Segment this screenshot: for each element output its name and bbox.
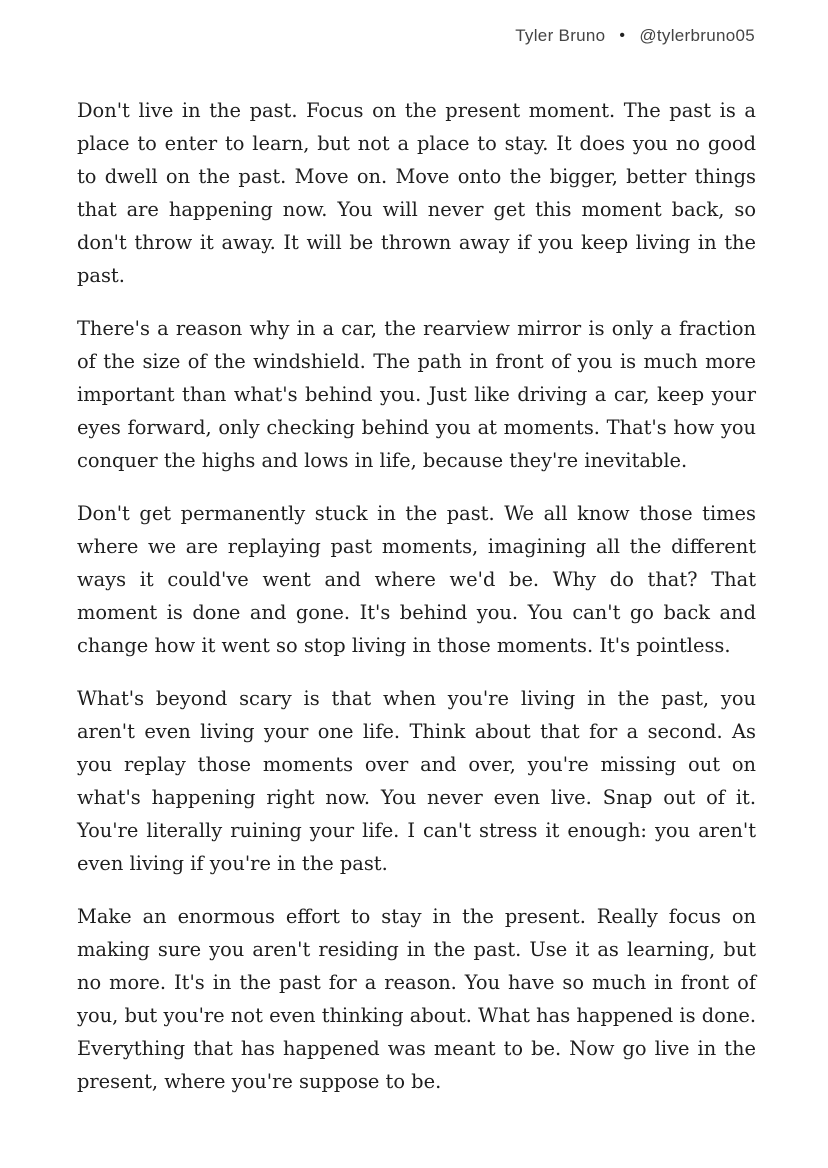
article-body: [77, 94, 756, 1118]
paragraph-3: Don't get permanently stuck in the past. We all know those times where we are replaying past moments, imagining all the different ways it could've went and where we'd be. Why do that? That moment is done and gone. It's behind you. You can't go back and change how it went so stop living in those moments. It's pointless.: [77, 502, 756, 657]
paragraph-5: Make an enormous effort to stay in the present. Really focus on making sure you aren't residing in the past. Use it as learning, but no more. It's in the past for a reason. You have so much in front of you, but you're not even thinking about. What has happened is done. Everything that has happened was meant to be. Now go live in the present, where you're suppose to be.: [77, 905, 756, 1093]
author-name: Tyler Bruno: [515, 26, 606, 45]
header-byline: [515, 26, 755, 46]
paragraph-1: Don't live in the past. Focus on the present moment. The past is a place to enter to learn, but not a place to stay. It does you no good to dwell on the past. Move on. Move onto the bigger, better things that are happening now. You will never get this moment back, so don't throw it away. It will be thrown away if you keep living in the past.: [77, 99, 756, 287]
author-handle: @tylerbruno05: [639, 26, 755, 45]
paragraph-4: What's beyond scary is that when you're living in the past, you aren't even living your one life. Think about that for a second. As you replay those moments over and over, you're missing out on what's happening right now. You never even live. Snap out of it. You're literally ruining your life. I can't stress it enough: you aren't even living if you're in the past.: [77, 687, 756, 875]
paragraph-2: There's a reason why in a car, the rearview mirror is only a fraction of the size of the windshield. The path in front of you is much more important than what's behind you. Just like driving a car, keep your eyes forward, only checking behind you at moments. That's how you conquer the highs and lows in life, because they're inevitable.: [77, 317, 756, 472]
separator-dot: •: [619, 27, 626, 44]
